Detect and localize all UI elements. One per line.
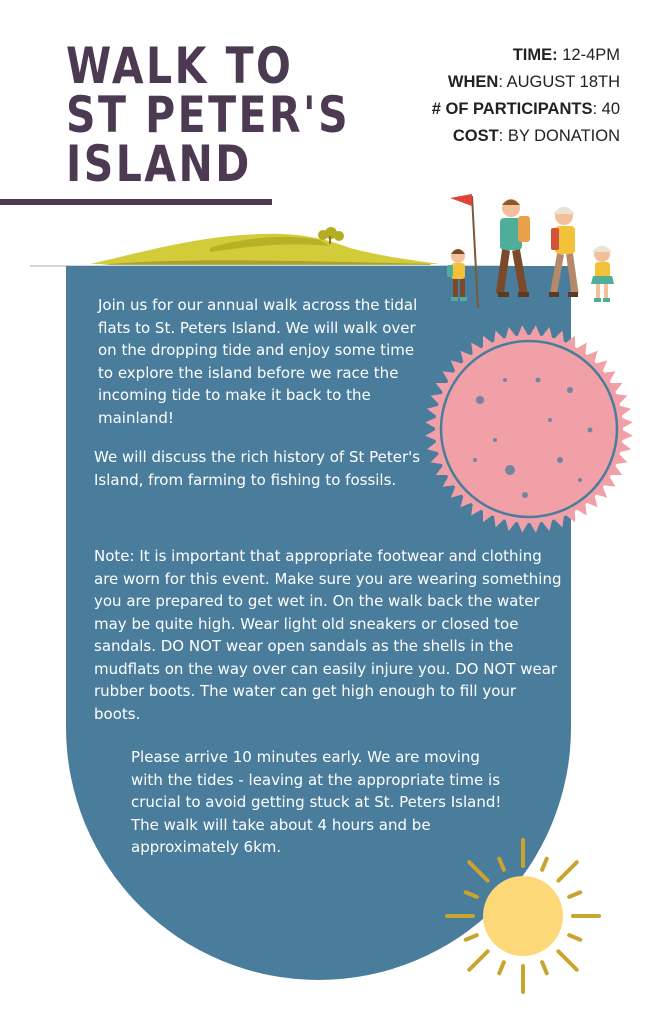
title-line-1: WALK TO [66,37,294,95]
event-details [432,42,620,150]
title-line-3: ISLAND [66,135,252,193]
title-line-2: ST PETER'S [66,86,351,144]
when-value: : AUGUST 18TH [498,73,620,91]
participants-value: : 40 [592,100,620,118]
detail-time [432,42,620,69]
arrival-paragraph: Please arrive 10 minutes early. We are moving with the tides - leaving at the appropriate time is crucial to avoid getting stuck at St. Peters Island! The walk will take about 4 hours and be approximately 6km. [131,748,502,856]
time-label: TIME: [512,46,558,64]
history-paragraph: We will discuss the rich history of St Peter's Island, from farming to fishing to fossils. [94,448,421,489]
when-label: WHEN [447,73,499,91]
time-value: 12-4PM [557,46,620,64]
intro-paragraph: Join us for our annual walk across the tidal flats to St. Peters Island. We will walk over on the dropping tide and enjoy some time to explore the island before we race the incoming tide to make it back to the mainland! [98,296,418,427]
hiking-family-illustration [432,188,632,313]
title-underline [0,199,272,205]
note-paragraph: Note: It is important that appropriate footwear and clothing are worn for this event. Make sure you are wearing something you are prepared to get wet in. On the walk back the water may be quite high. Wear light old sneakers or closed toe sandals. DO NOT wear open sandals as the shells in the mudflats on the way over can easily injure you. DO NOT wear rubber boots. The water can get high enough to fill your boots. [94,547,562,723]
cost-label: COST [452,127,499,145]
participants-label: # OF PARTICIPANTS [431,100,593,118]
detail-cost [432,123,620,150]
page-title [66,37,351,193]
detail-when [432,69,620,96]
cost-value: : BY DONATION [498,127,620,145]
sun-icon [440,836,610,996]
pink-sun-stamp [420,320,638,538]
detail-participants [432,96,620,123]
